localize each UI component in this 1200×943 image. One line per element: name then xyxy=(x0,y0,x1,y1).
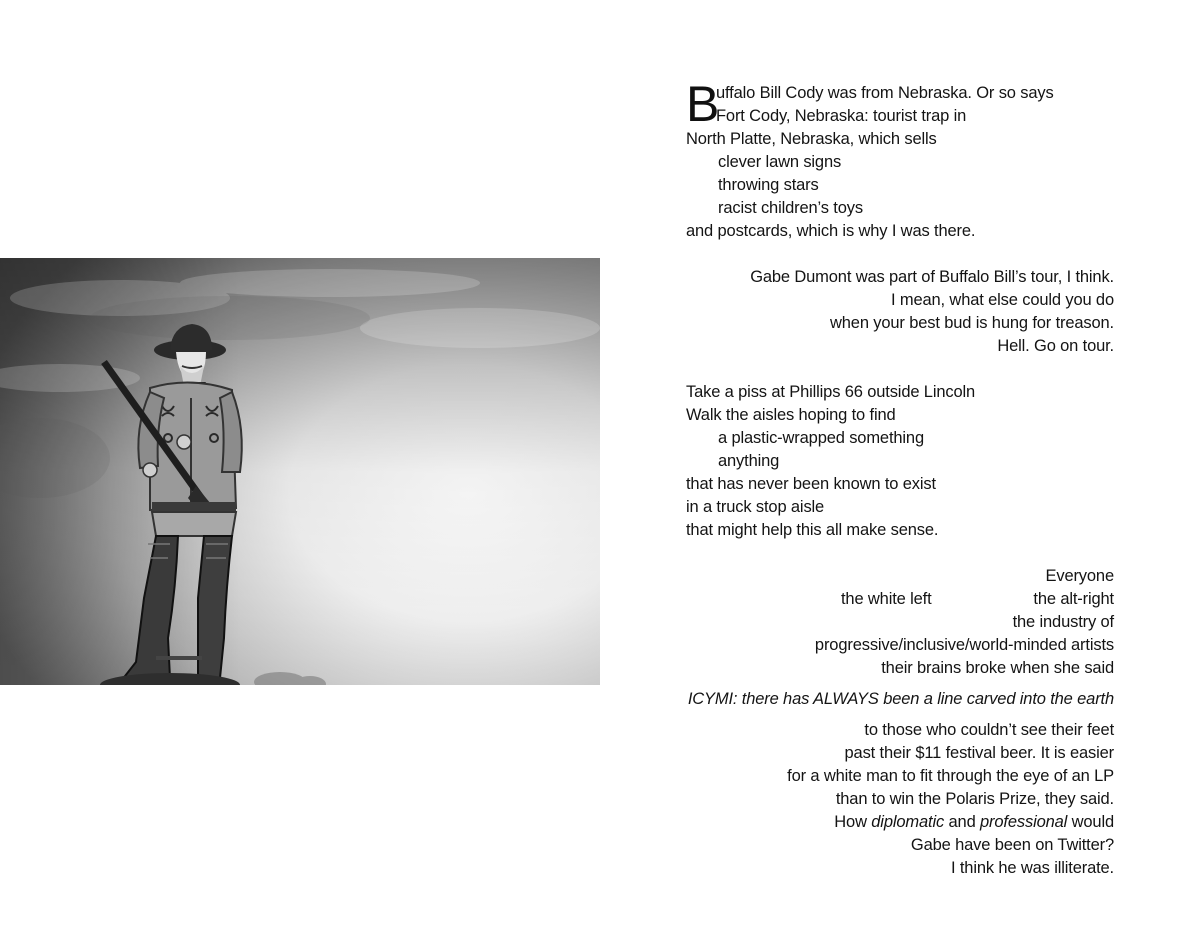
poem-line: Take a piss at Phillips 66 outside Lincoln xyxy=(686,383,976,401)
poem-line: racist children’s toys xyxy=(718,199,863,217)
poem-line: that might help this all make sense. xyxy=(686,521,939,539)
poem-line-text: uffalo Bill Cody was from Nebraska. Or so says xyxy=(716,84,1054,102)
poem-line: I think he was illiterate. xyxy=(950,859,1114,877)
poem-line-fragment: would xyxy=(1067,813,1114,831)
poem-line: to those who couldn’t see their feet xyxy=(864,721,1114,739)
poem-line: Gabe Dumont was part of Buffalo Bill’s tour, I think. xyxy=(750,268,1114,286)
poem-line-fragment: and xyxy=(944,813,981,831)
poem-line: and postcards, which is why I was there. xyxy=(686,222,976,240)
poem-line xyxy=(660,588,1120,611)
poem-italic-line: ICYMI: there has ALWAYS been a line carved into the earth xyxy=(687,690,1114,708)
stanza-gap xyxy=(660,542,1120,565)
stanza-gap xyxy=(660,243,1120,266)
statue-photo-image xyxy=(0,258,600,685)
poem-line: Everyone xyxy=(1045,567,1114,585)
poem-line: Fort Cody, Nebraska: tourist trap in xyxy=(716,107,967,125)
poem-line xyxy=(660,811,1120,834)
poem-line: clever lawn signs xyxy=(718,153,842,171)
stanza-gap xyxy=(660,358,1120,381)
poem-line: I mean, what else could you do xyxy=(891,291,1114,309)
poem-line: progressive/inclusive/world-minded artists xyxy=(814,636,1114,654)
poem-line: in a truck stop aisle xyxy=(686,498,825,516)
poem-line: Gabe have been on Twitter? xyxy=(910,836,1114,854)
poem-line: a plastic-wrapped something xyxy=(718,429,924,447)
drop-cap: B xyxy=(686,76,720,132)
poem-line: the industry of xyxy=(1012,613,1114,631)
poem-line-fragment: How xyxy=(834,813,872,831)
poem-line: Hell. Go on tour. xyxy=(997,337,1114,355)
poem-line: anything xyxy=(718,452,780,470)
poem-line: when your best bud is hung for treason. xyxy=(830,314,1114,332)
poem-line: past their $11 festival beer. It is easier xyxy=(844,744,1114,762)
poem-line: for a white man to fit through the eye of an LP xyxy=(787,767,1114,785)
poem-line: Walk the aisles hoping to find xyxy=(686,406,896,424)
poem-line: their brains broke when she said xyxy=(881,659,1114,677)
poem-line: throwing stars xyxy=(718,176,819,194)
statue-photo xyxy=(0,258,600,685)
poem-line: that has never been known to exist xyxy=(686,475,936,493)
poem-line-fragment: the white left xyxy=(841,590,932,608)
poem-line: North Platte, Nebraska, which sells xyxy=(686,130,937,148)
poem-line: than to win the Polaris Prize, they said. xyxy=(835,790,1114,808)
poem-line-fragment: the alt-right xyxy=(1033,590,1114,608)
poem-text xyxy=(660,76,1120,880)
poem-line-emphasis: professional xyxy=(980,813,1068,831)
poem-line-emphasis: diplomatic xyxy=(871,813,945,831)
